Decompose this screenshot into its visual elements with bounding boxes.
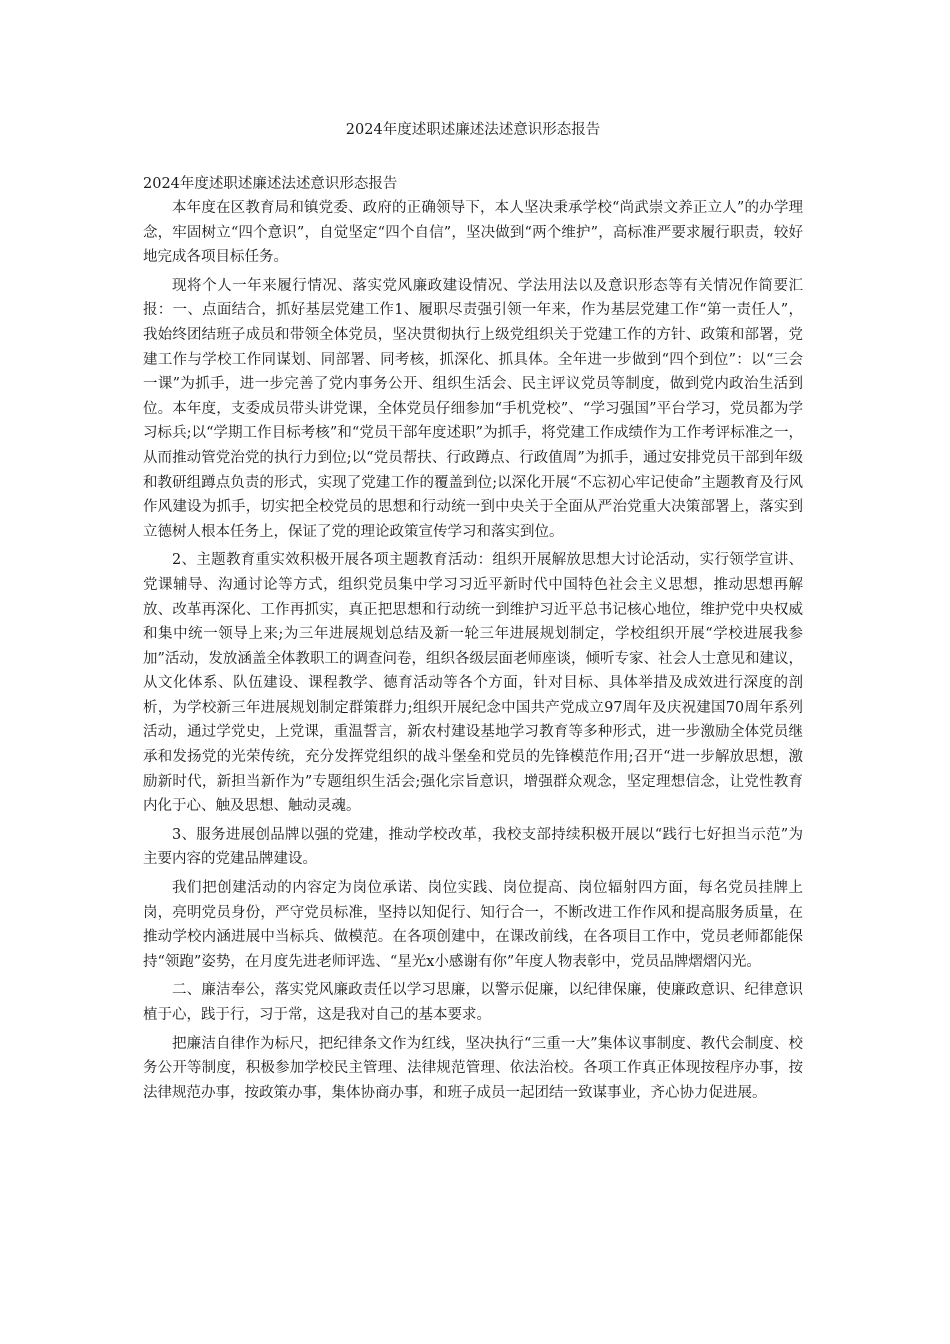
paragraph-6: 二、廉洁奉公，落实党风廉政责任以学习思廉，以警示促廉，以纪律保廉，使廉政意识、纪律意识植于心，践于行，习于常，这是我对自己的基本要求。 [143,982,803,1023]
paragraph-2: 现将个人一年来履行情况、落实党风廉政建设情况、学法用法以及意识形态等有关情况作简要汇报：一、点面结合，抓好基层党建工作1、履职尽责强引领一年来，作为基层党建工作“第一责任人”，我始终团结班子成员和带领全体党员，坚决贯彻执行上级党组织关于党建工作的方针、政策和部署，党建工作与学校工作同谋划、同部署、同考核，抓深化、抓具体。全年进一步做到“四个到位”：以“三会一课”为抓手，进一步完善了党内事务公开、组织生活会、民主评议党员等制度，做到党内政治生活到位。本年度，支委成员带头讲党课，全体党员仔细参加“手机党校”、“学习强国”平台学习，党员都为学习标兵;以“学期工作目标考核”和“党员干部年度述职”为抓手，将党建工作成绩作为工作考评标准之一，从而推动管党治党的执行力到位;以“党员帮扶、行政蹲点、行政值周”为抓手，通过安排党员干部到年级和教研组蹲点负责的形式，实现了党建工作的覆盖到位;以深化开展“不忘初心牢记使命”主题教育及行风作风建设为抓手，切实把全校党员的思想和行动统一到中央关于全面从严治党重大决策部署上，落实到立德树人根本任务上，保证了党的理论政策宣传学习和落实到位。 [143,277,803,540]
paragraph-3: 2、主题教育重实效积极开展各项主题教育活动：组织开展解放思想大讨论活动，实行领学宣讲、党课辅导、沟通讨论等方式，组织党员集中学习习近平新时代中国特色社会主义思想，推动思想再解放、改革再深化、工作再抓实，真正把思想和行动统一到维护习近平总书记核心地位，维护党中央权威和集中统一领导上来;为三年进展规划总结及新一轮三年进展规划制定，学校组织开展“学校进展我参加”活动，发放涵盖全体教职工的调查问卷，组织各级层面老师座谈，倾听专家、社会人士意见和建议，从文化体系、队伍建设、课程教学、德育活动等各个方面，针对目标、具体举措及成效进行深度的剖析，为学校新三年进展规划制定群策群力;组织开展纪念中国共产党成立97周年及庆祝建国70周年系列活动，通过学党史，上党课，重温誓言，新农村建设基地学习教育等多种形式，进一步激励全体党员继承和发扬党的光荣传统，充分发挥党组织的战斗堡垒和党员的先锋模范作用;召开“进一步解放思想，激励新时代，新担当新作为”专题组织生活会;强化宗旨意识，增强群众观念，坚定理想信念，让党性教育内化于心、触及思想、触动灵魂。 [143,552,803,815]
document-subtitle: 2024年度述职述廉述法述意识形态报告 [143,176,398,192]
paragraph-7: 把廉洁自律作为标尺，把纪律条文作为红线，坚决执行“三重一大”集体议事制度、教代会制度、校务公开等制度，积极参加学校民主管理、法律规范管理、依法治校。各项工作真正体现按程序办事，按法律规范办事，按政策办事，集体协商办事，和班子成员一起团结一致谋事业，齐心协力促进展。 [143,1035,803,1101]
paragraph-4: 3、服务进展创品牌以强的党建，推动学校改革，我校支部持续积极开展以“践行七好担当示范”为主要内容的党建品牌建设。 [143,826,803,868]
paragraph-5: 我们把创建活动的内容定为岗位承诺、岗位实践、岗位提高、岗位辐射四方面，每名党员挂牌上岗，亮明党员身份，严守党员标准，坚持以知促行、知行合一，不断改进工作作风和提高服务质量，在推动学校内涵进展中当标兵、做模范。在各项创建中，在课改前线，在各项目工作中，党员老师都能保持“领跑”姿势，在月度先进老师评选、“星光x小感谢有你”年度人物表彰中，党员品牌熠熠闪光。 [143,880,803,970]
document-page [143,118,803,1109]
document-title: 2024年度述职述廉述法述意识形态报告 [345,122,601,138]
paragraph-1: 本年度在区教育局和镇党委、政府的正确领导下，本人坚决秉承学校“尚武崇文养正立人”的办学理念，牢固树立“四个意识”，自觉坚定“四个自信”，坚决做到“两个维护”，高标准严要求履行职责，较好地完成各项目标任务。 [143,200,803,266]
